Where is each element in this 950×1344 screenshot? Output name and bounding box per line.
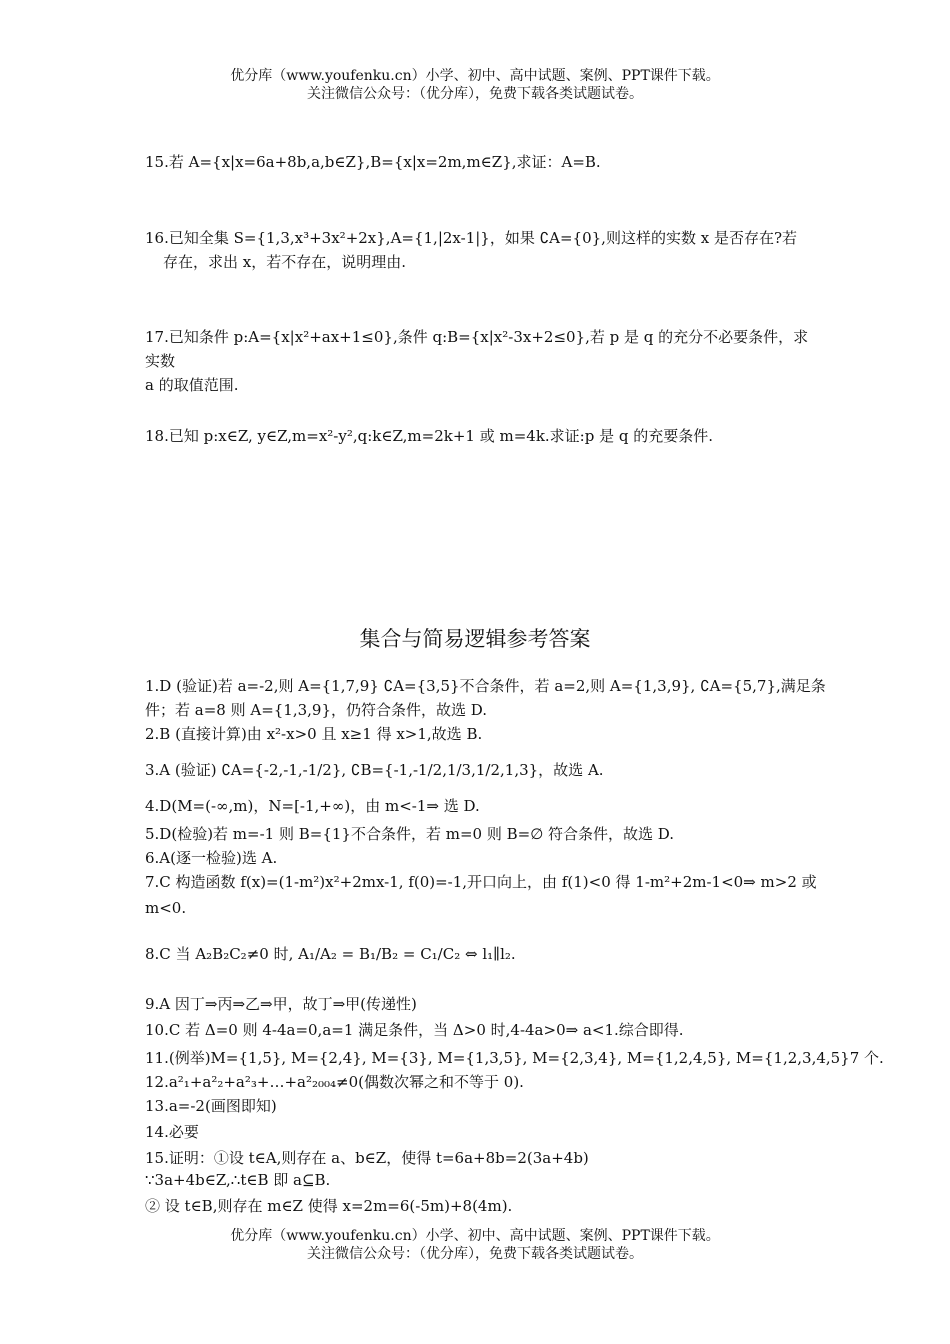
answer-14: 14.必要: [145, 1123, 199, 1141]
answer-1-line-1: 1.D (验证)若 a=-2,则 A={1,7,9} ∁A={3,5}不合条件，若 a=2,则 A={1,3,9}, ∁A={5,7},满足条: [145, 677, 826, 695]
question-15: 15.若 A={x|x=6a+8b,a,b∈Z},B={x|x=2m,m∈Z},求证：A=B.: [145, 153, 601, 171]
footer-line-2: 关注微信公众号：（优分库），免费下载各类试题试卷。: [307, 1246, 643, 1262]
question-17-line-2: a 的取值范围.: [145, 376, 239, 394]
question-17: [145, 325, 815, 397]
answer-13: 13.a=-2(画图即知): [145, 1097, 277, 1115]
answer-9: 9.A 因丁⇒丙⇒乙⇒甲，故丁⇒甲(传递性): [145, 995, 417, 1013]
question-17-line-1: 17.已知条件 p:A={x|x²+ax+1≤0},条件 q:B={x|x²-3x+2≤0},若 p 是 q 的充分不必要条件，求实数: [145, 328, 809, 370]
question-16: [145, 226, 815, 274]
answer-15-line-1: 15.证明：①设 t∈A,则存在 a、b∈Z，使得 t=6a+8b=2(3a+4b): [145, 1149, 589, 1167]
answer-7-line-2: m<0.: [145, 899, 187, 917]
answer-2: 2.B (直接计算)由 x²-x>0 且 x≥1 得 x>1,故选 B.: [145, 725, 483, 743]
answers-title: 集合与简易逻辑参考答案: [359, 627, 591, 651]
answer-15-line-3: ② 设 t∈B,则存在 m∈Z 使得 x=2m=6(-5m)+8(4m).: [145, 1197, 513, 1215]
header-line-2: 关注微信公众号：（优分库），免费下载各类试题试卷。: [307, 86, 643, 102]
answer-5: 5.D(检验)若 m=-1 则 B={1}不合条件，若 m=0 则 B=∅ 符合条件，故选 D.: [145, 825, 675, 843]
answer-7-line-1: 7.C 构造函数 f(x)=(1-m²)x²+2mx-1, f(0)=-1,开口向上，由 f(1)<0 得 1-m²+2m-1<0⇒ m>2 或: [145, 873, 817, 891]
answer-1-line-2: 件；若 a=8 则 A={1,3,9}，仍符合条件，故选 D.: [145, 701, 488, 719]
answer-3: 3.A (验证) ∁A={-2,-1,-1/2}, ∁B={-1,-1/2,1/3,1/2,1,3}，故选 A.: [145, 761, 604, 779]
question-16-line-1: 16.已知全集 S={1,3,x³+3x²+2x},A={1,|2x-1|}，如果 ∁A={0},则这样的实数 x 是否存在?若: [145, 229, 797, 247]
answer-4: 4.D(M=(-∞,m)，N=[-1,+∞)，由 m<-1⇒ 选 D.: [145, 797, 480, 815]
answer-10: 10.C 若 Δ=0 则 4-4a=0,a=1 满足条件，当 Δ>0 时,4-4a>0⇒ a<1.综合即得.: [145, 1021, 684, 1039]
answer-8: 8.C 当 A₂B₂C₂≠0 时, A₁/A₂ = B₁/B₂ = C₁/C₂ ⇔ l₁∥l₂.: [145, 945, 516, 963]
header-line-1: 优分库（www.youfenku.cn）小学、初中、高中试题、案例、PPT课件下载。: [230, 68, 720, 84]
question-16-line-2: 存在，求出 x，若不存在，说明理由.: [163, 253, 406, 271]
answer-15-line-2: ∵3a+4b∈Z,∴t∈B 即 a⊆B.: [145, 1171, 331, 1189]
answer-11: 11.(例举)M={1,5}, M={2,4}, M={3}, M={1,3,5}, M={2,3,4}, M={1,2,4,5}, M={1,2,3,4,5}7 个.: [145, 1049, 884, 1067]
footer-line-1: 优分库（www.youfenku.cn）小学、初中、高中试题、案例、PPT课件下载。: [230, 1228, 720, 1244]
answer-12: 12.a²₁+a²₂+a²₃+…+a²₂₀₀₄≠0(偶数次幂之和不等于 0).: [145, 1073, 524, 1091]
question-18: 18.已知 p:x∈Z, y∈Z,m=x²-y²,q:k∈Z,m=2k+1 或 m=4k.求证:p 是 q 的充要条件.: [145, 427, 714, 445]
answer-6: 6.A(逐一检验)选 A.: [145, 849, 278, 867]
